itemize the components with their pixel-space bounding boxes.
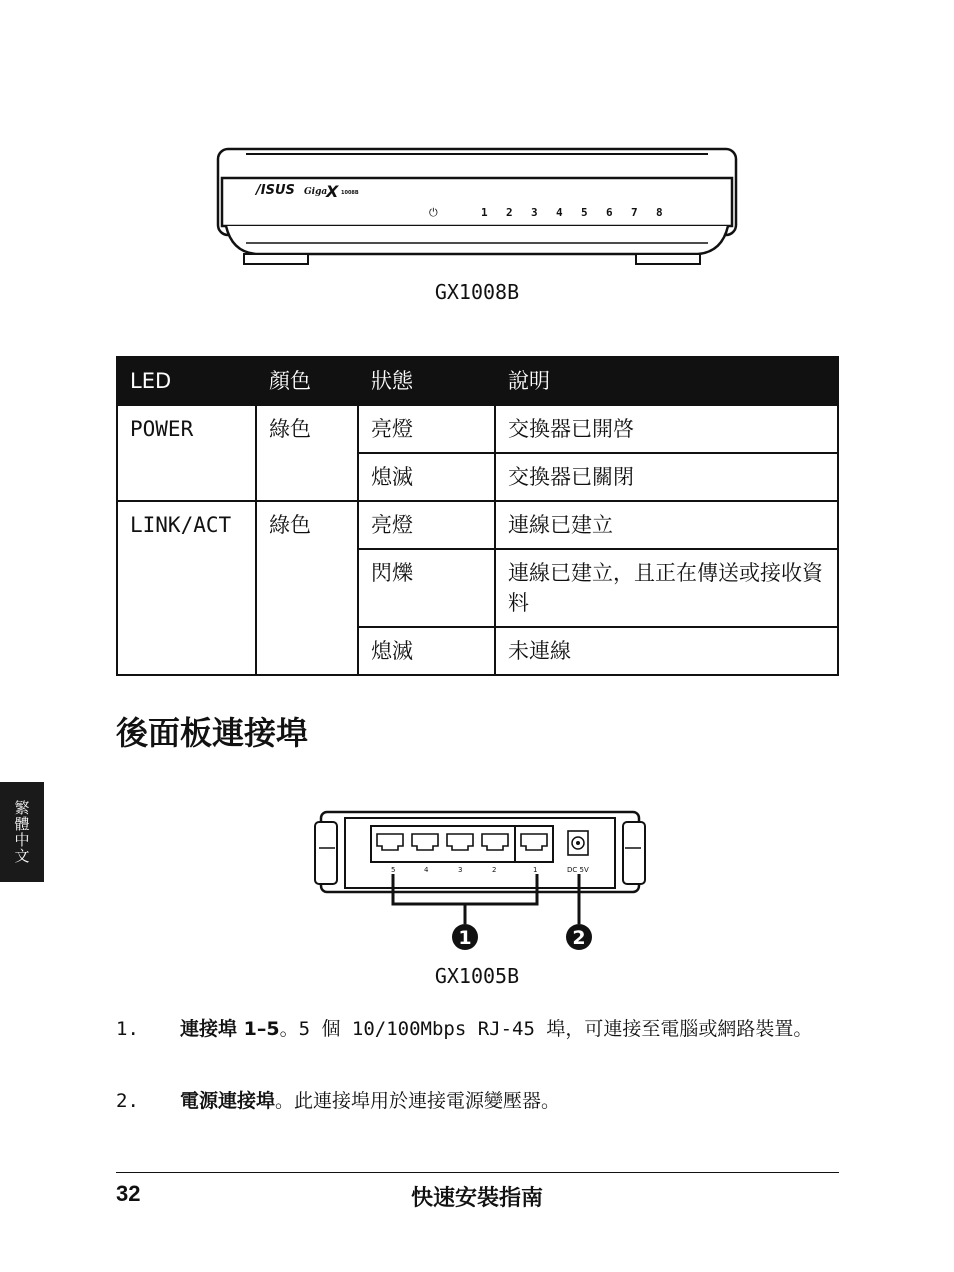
dc-label: DC 5V — [567, 866, 589, 874]
front-port-2: 2 — [506, 206, 513, 219]
front-port-8: 8 — [656, 206, 663, 219]
led-status-table — [116, 356, 839, 676]
power-led-cell: POWER — [117, 405, 256, 501]
link-on-desc: 連線已建立 — [495, 501, 838, 549]
power-off-state: 熄滅 — [358, 453, 495, 501]
table-row — [117, 501, 838, 549]
link-on-state: 亮燈 — [358, 501, 495, 549]
model-sub: 1008B — [341, 190, 359, 196]
header-state: 狀態 — [358, 357, 495, 405]
header-color: 顏色 — [256, 357, 358, 405]
power-on-desc: 交換器已開啓 — [495, 405, 838, 453]
front-caption: GX1008B — [434, 280, 520, 304]
front-port-5: 5 — [581, 206, 588, 219]
power-color-cell: 綠色 — [256, 405, 358, 501]
front-panel-illustration — [216, 146, 738, 268]
list-item-text: 。此連接埠用於連接電源變壓器。 — [275, 1090, 561, 1112]
list-item — [116, 1016, 839, 1042]
list-item-title: 電源連接埠 — [180, 1090, 276, 1112]
rear-panel-illustration — [313, 808, 647, 954]
header-led: LED — [117, 357, 256, 405]
list-number: 1. — [116, 1018, 139, 1040]
front-port-3: 3 — [531, 206, 538, 219]
table-row — [117, 405, 838, 453]
list-number: 2. — [116, 1090, 139, 1112]
footer-divider — [116, 1172, 839, 1173]
rear-port-label-1: 1 — [533, 866, 538, 874]
header-description: 說明 — [495, 357, 838, 405]
callout-1: 1 — [458, 927, 472, 949]
link-led-cell: LINK/ACT — [117, 501, 256, 675]
link-blink-state: 閃爍 — [358, 549, 495, 627]
power-on-state: 亮燈 — [358, 405, 495, 453]
footer-title: 快速安裝指南 — [410, 1186, 543, 1211]
rear-port-label-5: 5 — [391, 866, 396, 874]
table-header-row — [117, 357, 838, 405]
section-heading: 後面板連接埠 — [116, 714, 309, 752]
rear-port-label-2: 2 — [492, 866, 497, 874]
rear-caption: GX1005B — [434, 964, 520, 988]
list-item — [116, 1088, 839, 1114]
front-port-4: 4 — [556, 206, 563, 219]
link-blink-desc: 連線已建立，且正在傳送或接收資料 — [495, 549, 838, 627]
front-port-7: 7 — [631, 206, 638, 219]
list-item-title: 連接埠 1–5 — [180, 1018, 280, 1040]
rear-port-label-4: 4 — [424, 866, 429, 874]
model-mark: Giga — [304, 187, 328, 197]
link-color-cell: 綠色 — [256, 501, 358, 675]
power-icon: ⏻ — [429, 206, 438, 219]
link-off-desc: 未連線 — [495, 627, 838, 675]
model-x: X — [326, 182, 339, 201]
power-off-desc: 交換器已關閉 — [495, 453, 838, 501]
brand-logo: /ISUS — [256, 183, 295, 198]
language-side-tab — [0, 782, 44, 882]
link-off-state: 熄滅 — [358, 627, 495, 675]
side-tab-label: 繁體中文 — [12, 800, 31, 864]
callout-2: 2 — [572, 927, 586, 949]
list-item-text: 。5 個 10/100Mbps RJ-45 埠，可連接至電腦或網路裝置。 — [279, 1018, 813, 1040]
front-port-1: 1 — [481, 206, 488, 219]
page-number: 32 — [116, 1181, 141, 1206]
front-port-6: 6 — [606, 206, 613, 219]
rear-port-label-3: 3 — [458, 866, 463, 874]
